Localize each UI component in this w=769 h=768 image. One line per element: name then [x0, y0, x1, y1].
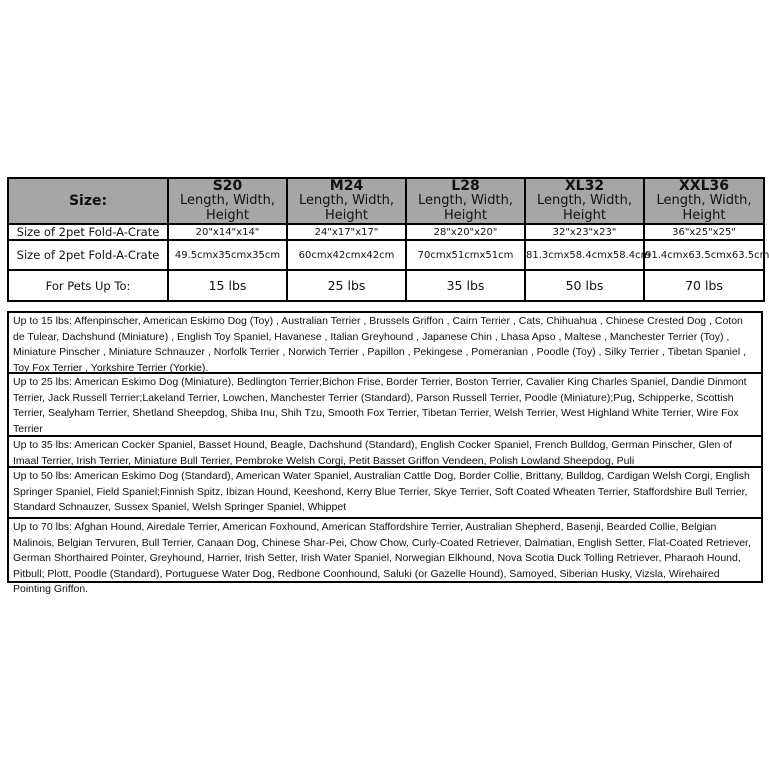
max-weight: 70 lbs — [644, 270, 764, 301]
breed-section-25lbs: Up to 25 lbs: American Eskimo Dog (Miniature), Bedlington Terrier;Bichon Frise, Border Terrier, Boston Terrier, Cavalier King Charles Spaniel, Dandie Dinmont Terrier, Jack Russell Terrier;Lakeland Terrier, Lowchen, Manchester Terrier (Standard), Parson Russell Terrier, Poodle (Miniature);Pug, Schipperke, Scottish Terrier, Sealyham Terrier, Shetland Sheepdog, Shiba Inu, Shih Tzu, Smooth Fox Terrier, Tibetan Terrier, Welsh Terrier, West Highland White Terrier, Wire Fox Terrier — [9, 372, 761, 435]
size-cm: 49.5cmx35cmx35cm — [168, 240, 287, 270]
size-table — [7, 177, 769, 302]
max-weight: 25 lbs — [287, 270, 406, 301]
size-column-xl32 — [525, 178, 644, 224]
size-cm: 81.3cmx58.4cmx58.4cm — [525, 240, 644, 270]
size-code: XXL36 — [679, 178, 729, 194]
dims-label: Length, Width, Height — [298, 193, 394, 223]
size-column-l28 — [406, 178, 525, 224]
breed-section-70lbs: Up to 70 lbs: Afghan Hound, Airedale Terrier, American Foxhound, American Staffordshire Terrier, Australian Shepherd, Basenji, Bearded Collie, Belgian Malinois, Belgian Tervuren, Bull Terrier, Canaan Dog, Chinese Shar-Pei, Chow Chow, Curly-Coated Retriever, Dalmatian, English Setter, Flat-Coated Retriever, German Shorthaired Pointer, Greyhound, Harrier, Irish Setter, Irish Water Spaniel, Norwegian Elkhound, Nova Scotia Duck Tolling Retriever, Pharaoh Hound, Pitbull; Plott, Poodle (Standard), Portuguese Water Dog, Redbone Coonhound, Saluki (or Gazelle Hound), Samoyed, Siberian Husky, Vizsla, Wirehaired Pointing Griffon. — [9, 517, 761, 581]
row-label: Size of 2pet Fold-A-Crate — [8, 224, 168, 240]
pets-row — [8, 270, 764, 301]
size-cm: 91.4cmx63.5cmx63.5cm — [644, 240, 764, 270]
dims-label: Length, Width, Height — [536, 193, 632, 223]
max-weight: 50 lbs — [525, 270, 644, 301]
size-column-m24 — [287, 178, 406, 224]
size-inches: 24"x17"x17" — [287, 224, 406, 240]
dims-label: Length, Width, Height — [417, 193, 513, 223]
dims-label: Length, Width, Height — [656, 193, 752, 223]
size-cm: 70cmx51cmx51cm — [406, 240, 525, 270]
size-inches: 28"x20"x20" — [406, 224, 525, 240]
size-inches: 36"x25"x25" — [644, 224, 764, 240]
breed-section-50lbs: Up to 50 lbs: American Eskimo Dog (Standard), American Water Spaniel, Australian Cattle Dog, Border Collie, Brittany, Bulldog, Cardigan Welsh Corgi, English Springer Spaniel, Field Spaniel;Finnish Spitz, Ibizan Hound, Keeshond, Kerry Blue Terrier, Skye Terrier, Soft Coated Wheaten Terrier, Staffordshire Bull Terrier, Standard Schnauzer, Sussex Spaniel, Welsh Springer Spaniel, Whippet — [9, 466, 761, 517]
size-code: M24 — [329, 178, 364, 194]
max-weight: 15 lbs — [168, 270, 287, 301]
max-weight: 35 lbs — [406, 270, 525, 301]
size-code: L28 — [451, 178, 480, 194]
row-label: For Pets Up To: — [8, 270, 168, 301]
dims-label: Length, Width, Height — [179, 193, 275, 223]
size-inches: 32"x23"x23" — [525, 224, 644, 240]
size-cm: 60cmx42cmx42cm — [287, 240, 406, 270]
size-inches: 20"x14"x14" — [168, 224, 287, 240]
inches-row — [8, 224, 764, 240]
row-label: Size of 2pet Fold-A-Crate — [8, 240, 168, 270]
size-code: S20 — [212, 178, 243, 194]
breed-section-15lbs: Up to 15 lbs: Affenpinscher, American Eskimo Dog (Toy) , Australian Terrier , Brussels Griffon , Cairn Terrier , Cats, Chihuahua , Chinese Crested Dog , Coton de Tulear, Dachshund (Miniature) , English Toy Spaniel, Havanese , Italian Greyhound , Japanese Chin , Lhasa Apso , Maltese , Manchester Terrier (Toy) , Miniature Pinscher , Miniature Schnauzer , Norfolk Terrier , Norwich Terrier , Papillon , Pekingese , Pomeranian , Poodle (Toy) , Silky Terrier , Tibetan Spaniel , Toy Fox Terrier , Yorkshire Terrier (Yorkie). — [13, 315, 746, 374]
size-header-label: Size: — [8, 178, 168, 224]
size-column-xxl36 — [644, 178, 764, 224]
breed-section-35lbs: Up to 35 lbs: American Cocker Spaniel, Basset Hound, Beagle, Dachshund (Standard), English Cocker Spaniel, French Bulldog, German Pinscher, Glen of Imaal Terrier, Irish Terrier, Miniature Bull Terrier, Pembroke Welsh Corgi, Petit Basset Griffon Vendeen, Polish Lowland Sheepdog, Puli — [9, 435, 761, 466]
cm-row — [8, 240, 764, 270]
header-row — [8, 178, 764, 224]
size-column-s20 — [168, 178, 287, 224]
breed-list — [7, 311, 763, 596]
size-code: XL32 — [564, 178, 605, 194]
